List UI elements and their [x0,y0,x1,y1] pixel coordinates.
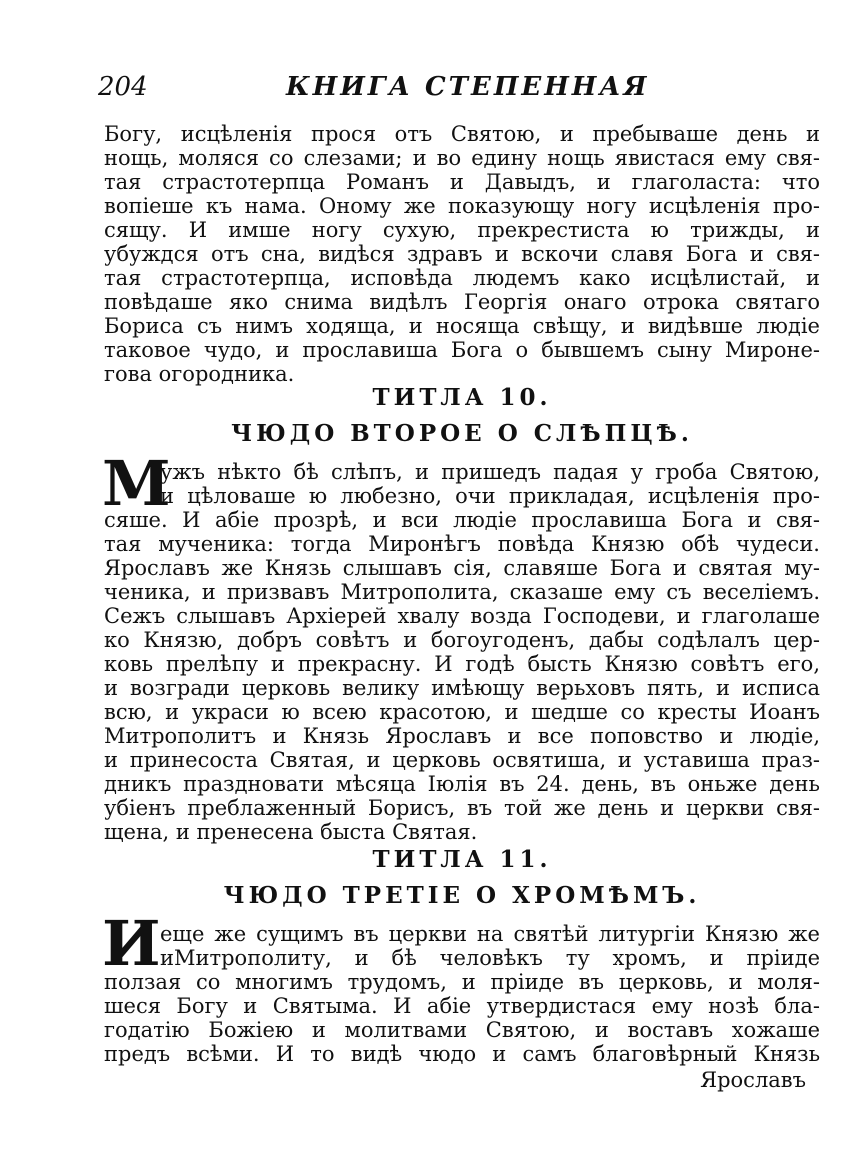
text-line: предъ всѣми. И то видѣ чюдо и самъ благовѣрный Князь [104,1042,820,1066]
text-line: убіенъ преблаженный Борисъ, въ той же день и церкви свя- [104,796,820,820]
text-line: Митрополитъ и Князь Ярославъ и все поповство и людіе, [104,724,820,748]
text-line: всю, и украси ю всею красотою, и шедше со кресты Иоанъ [104,700,820,724]
text-line: щена, и пренесена быста Святая. [104,820,478,844]
text-line: ко Князю, добръ совѣтъ и богоугоденъ, дабы содѣлалъ цер- [104,628,820,652]
text-line: еще же сущимъ въ церкви на святѣй литургіи Князю же [160,922,820,946]
drop-cap: И [102,907,161,980]
section-title-number: ТИТЛА 11. [372,846,552,873]
text-line: иМитрополиту, и бѣ человѣкъ ту хромъ, и пріиде [160,946,820,970]
text-line: сяше. И абіе прозрѣ, и вси людіе прославиша Бога и свя- [104,508,820,532]
text-line: повѣдаше яко снима видѣлъ Георгія онаго отрока святаго [104,290,820,314]
section-title: ЧЮДО ТРЕТІЕ О ХРОМѢМЪ. [223,882,701,909]
section-title: ЧЮДО ВТОРОЕ О СЛѢПЦѢ. [231,420,693,447]
text-line: тая страстотерпца, исповѣда людемъ како исцѣлистай, и [104,266,820,290]
drop-cap: М [102,447,171,520]
text-line: Богу, исцѣленія прося отъ Святою, и пребываше день и [104,122,820,146]
text-line: убуждся отъ сна, видѣся здравъ и вскочи славя Бога и свя- [104,242,820,266]
text-line: и цѣловаше ю любезно, очи прикладая, исцѣленія про- [160,484,820,508]
text-line: вопіеше къ нама. Оному же показующу ногу исцѣленія про- [104,194,820,218]
text-line: таковое чудо, и прославиша Бога о бывшемъ сыну Мироне- [104,338,820,362]
text-line: дникъ праздновати мѣсяца Іюлія въ 24. день, въ оньже день [104,772,820,796]
text-line: годатію Божіею и молитвами Святою, и воставъ хожаше [104,1018,820,1042]
text-line: и возгради церковь велику имѣющу верьховъ пять, и исписа [104,676,820,700]
text-line: тая страстотерпца Романъ и Давыдъ, и глаголаста: что [104,170,820,194]
text-line: шеся Богу и Святыма. И абіе утвердистася ему нозѣ бла- [104,994,820,1018]
catchword: Ярославъ [700,1068,806,1092]
text-line: сящу. И имше ногу сухую, прекрестиста ю трижды, и [104,218,820,242]
text-line: ченика, и призвавъ Митрополита, сказаше ему съ веселіемъ. [104,580,820,604]
text-line: нощь, моляся со слезами; и во едину нощь явистася ему свя- [104,146,820,170]
text-line: Сежъ слышавъ Архіерей хвалу возда Господеви, и глаголаше [104,604,820,628]
text-line: Бориса съ нимъ ходяща, и носяща свѣщу, и видѣвше людіе [104,314,820,338]
running-title: КНИГА СТЕПЕННАЯ [286,72,650,102]
text-line: ковь прелѣпу и прекрасну. И годѣ бысть Князю совѣтъ его, [104,652,820,676]
page-header [98,72,818,112]
page-number: 204 [98,72,148,102]
section-title-number: ТИТЛА 10. [372,384,552,411]
text-line: гова огородника. [104,362,295,386]
text-line: и принесоста Святая, и церковь освятиша, и уставиша праз- [104,748,820,772]
text-line: ужъ нѣкто бѣ слѣпъ, и пришедъ падая у гроба Святою, [160,460,820,484]
text-line: тая мученика: тогда Миронѣгъ повѣда Князю обѣ чудеси. [104,532,820,556]
text-line: ползая со многимъ трудомъ, и пріиде въ церковь, и моля- [104,970,820,994]
text-line: Ярославъ же Князь слышавъ сія, славяше Бога и святая му- [104,556,820,580]
